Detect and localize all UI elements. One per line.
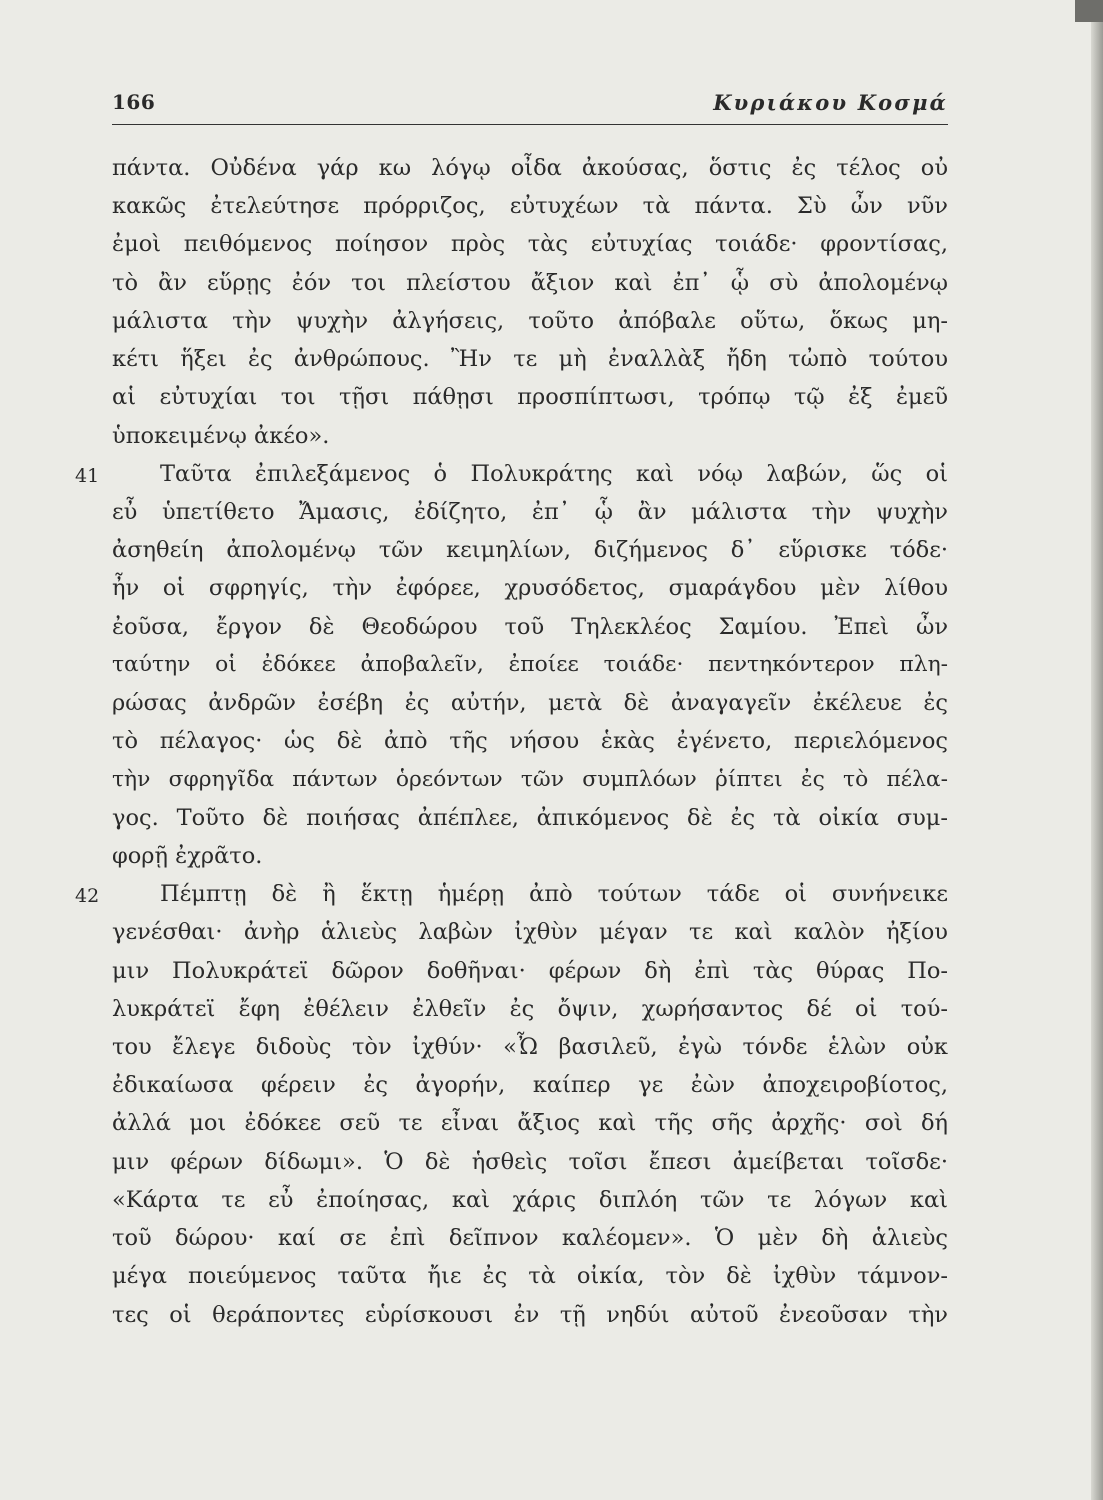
text-line <box>0 380 1103 418</box>
line-text: γος. Τοῦτο δὲ ποιήσας ἀπέπλεε, ἀπικόμενος δὲ ἐς τὰ οἰκία συμ- <box>112 804 948 831</box>
text-line <box>0 419 1103 457</box>
page-number: 166 <box>112 90 156 114</box>
text-line <box>0 1183 1103 1221</box>
line-text: «Κάρτα τε εὖ ἐποίησας, καὶ χάρις διπλόη τῶν τε λόγων καὶ <box>112 1186 948 1213</box>
line-text: κακῶς ἐτελεύτησε πρόρριζος, εὐτυχέων τὰ πάντα. Σὺ ὦν νῦν <box>112 193 948 220</box>
line-text: τὸ πέλαγος· ὡς δὲ ἀπὸ τῆς νήσου ἑκὰς ἐγένετο, περιελόμενος <box>112 728 948 755</box>
text-line <box>0 915 1103 953</box>
text-line <box>0 1068 1103 1106</box>
line-text: ἐδικαίωσα φέρειν ἐς ἀγορήν, καίπερ γε ἐὼν ἀποχειροβίοτος, <box>112 1072 948 1099</box>
line-text: ρώσας ἀνδρῶν ἐσέβη ἐς αὐτήν, μετὰ δὲ ἀναγαγεῖν ἐκέλευε ἐς <box>112 690 948 717</box>
text-line <box>0 839 1103 877</box>
text-line <box>0 992 1103 1030</box>
text-line <box>0 724 1103 762</box>
line-text: ἦν οἱ σφρηγίς, τὴν ἐφόρεε, χρυσόδετος, σμαράγδου μὲν λίθου <box>112 575 948 602</box>
section-number: 42 <box>75 885 100 908</box>
text-line <box>0 304 1103 342</box>
line-text: ὑποκειμένῳ ἀκέο». <box>112 422 330 449</box>
text-line <box>0 1030 1103 1068</box>
text-line <box>0 342 1103 380</box>
line-text: ἐοῦσα, ἔργον δὲ Θεοδώρου τοῦ Τηλεκλέος Σαμίου. Ἐπεὶ ὦν <box>112 613 948 640</box>
text-line <box>0 1298 1103 1336</box>
line-text: μάλιστα τὴν ψυχὴν ἀλγήσεις, τοῦτο ἀπόβαλε οὕτω, ὅκως μη- <box>112 307 948 334</box>
text-line <box>0 495 1103 533</box>
line-text: γενέσθαι· ἀνὴρ ἁλιεὺς λαβὼν ἰχθὺν μέγαν τε καὶ καλὸν ἠξίου <box>112 919 948 946</box>
line-text: πάντα. Οὐδένα γάρ κω λόγῳ οἶδα ἀκούσας, ὅστις ἐς τέλος οὐ <box>112 155 948 181</box>
line-text: Ταῦτα ἐπιλεξάμενος ὁ Πολυκράτης καὶ νόῳ λαβών, ὥς οἱ <box>160 460 948 487</box>
text-line <box>0 1145 1103 1183</box>
text-line <box>0 227 1103 265</box>
line-text: λυκράτεϊ ἔφη ἐθέλειν ἐλθεῖν ἐς ὄψιν, χωρήσαντος δέ οἱ τού- <box>112 995 948 1022</box>
line-text: τοῦ δώρου· καί σε ἐπὶ δεῖπνον καλέομεν». Ὁ μὲν δὴ ἁλιεὺς <box>112 1225 948 1252</box>
text-line <box>0 801 1103 839</box>
body-text <box>0 151 1103 1336</box>
line-text: ταύτην οἱ ἐδόκεε ἀποβαλεῖν, ἐποίεε τοιάδε· πεντηκόντερον πλη- <box>112 651 948 677</box>
text-line <box>0 457 1103 495</box>
text-line <box>0 877 1103 915</box>
line-text: ἀσηθείη ἀπολομένῳ τῶν κειμηλίων, διζήμενος δ᾽ εὕρισκε τόδε· <box>112 537 948 564</box>
line-text: ἀλλά μοι ἐδόκεε σεῦ τε εἶναι ἄξιος καὶ τῆς σῆς ἀρχῆς· σοὶ δή <box>112 1110 948 1137</box>
line-text: μιν Πολυκράτεϊ δῶρον δοθῆναι· φέρων δὴ ἐπὶ τὰς θύρας Πο- <box>112 957 948 984</box>
text-line <box>0 533 1103 571</box>
line-text: Πέμπτῃ δὲ ἢ ἕκτῃ ἡμέρῃ ἀπὸ τούτων τάδε οἱ συνήνεικε <box>160 881 948 908</box>
line-text: μέγα ποιεύμενος ταῦτα ἤιε ἐς τὰ οἰκία, τὸν δὲ ἰχθὺν τάμνον- <box>112 1263 948 1290</box>
text-line <box>0 1106 1103 1144</box>
line-text: εὖ ὑπετίθετο Ἄμασις, ἐδίζητο, ἐπ᾽ ᾧ ἂν μάλιστα τὴν ψυχὴν <box>112 498 948 525</box>
line-text: του ἔλεγε διδοὺς τὸν ἰχθύν· «Ὦ βασιλεῦ, ἐγὼ τόνδε ἑλὼν οὐκ <box>112 1034 948 1061</box>
text-line <box>0 266 1103 304</box>
text-line <box>0 1259 1103 1297</box>
line-text: τὸ ἂν εὕρῃς ἐόν τοι πλείστου ἄξιον καὶ ἐπ᾽ ᾧ σὺ ἀπολομένῳ <box>112 269 948 296</box>
text-line <box>0 954 1103 992</box>
text-line <box>0 1221 1103 1259</box>
text-line <box>0 610 1103 648</box>
line-text: τες οἱ θεράποντες εὑρίσκουσι ἐν τῇ νηδύι αὐτοῦ ἐνεοῦσαν τὴν <box>112 1301 948 1328</box>
page-header <box>112 84 948 125</box>
section-number: 41 <box>75 464 100 487</box>
page-corner-shadow <box>1075 0 1103 22</box>
text-line <box>0 571 1103 609</box>
line-text: αἱ εὐτυχίαι τοι τῇσι πάθῃσι προσπίπτωσι, τρόπῳ τῷ ἐξ ἐμεῦ <box>112 384 948 411</box>
text-line <box>0 151 1103 189</box>
text-line <box>0 648 1103 686</box>
text-line <box>0 686 1103 724</box>
text-line <box>0 763 1103 801</box>
running-head: Κυριάκου Κοσμά <box>713 90 948 115</box>
text-line <box>0 189 1103 227</box>
line-text: ἐμοὶ πειθόμενος ποίησον πρὸς τὰς εὐτυχίας τοιάδε· φροντίσας, <box>112 231 948 258</box>
line-text: μιν φέρων δίδωμι». Ὁ δὲ ἡσθεὶς τοῖσι ἔπεσι ἀμείβεται τοῖσδε· <box>112 1148 948 1175</box>
line-text: τὴν σφρηγῖδα πάντων ὁρεόντων τῶν συμπλόων ῥίπτει ἐς τὸ πέλα- <box>112 766 948 792</box>
line-text: φορῇ ἐχρᾶτο. <box>112 842 263 869</box>
line-text: κέτι ἥξει ἐς ἀνθρώπους. Ἢν τε μὴ ἐναλλὰξ ἤδη τὠπὸ τούτου <box>112 346 948 373</box>
